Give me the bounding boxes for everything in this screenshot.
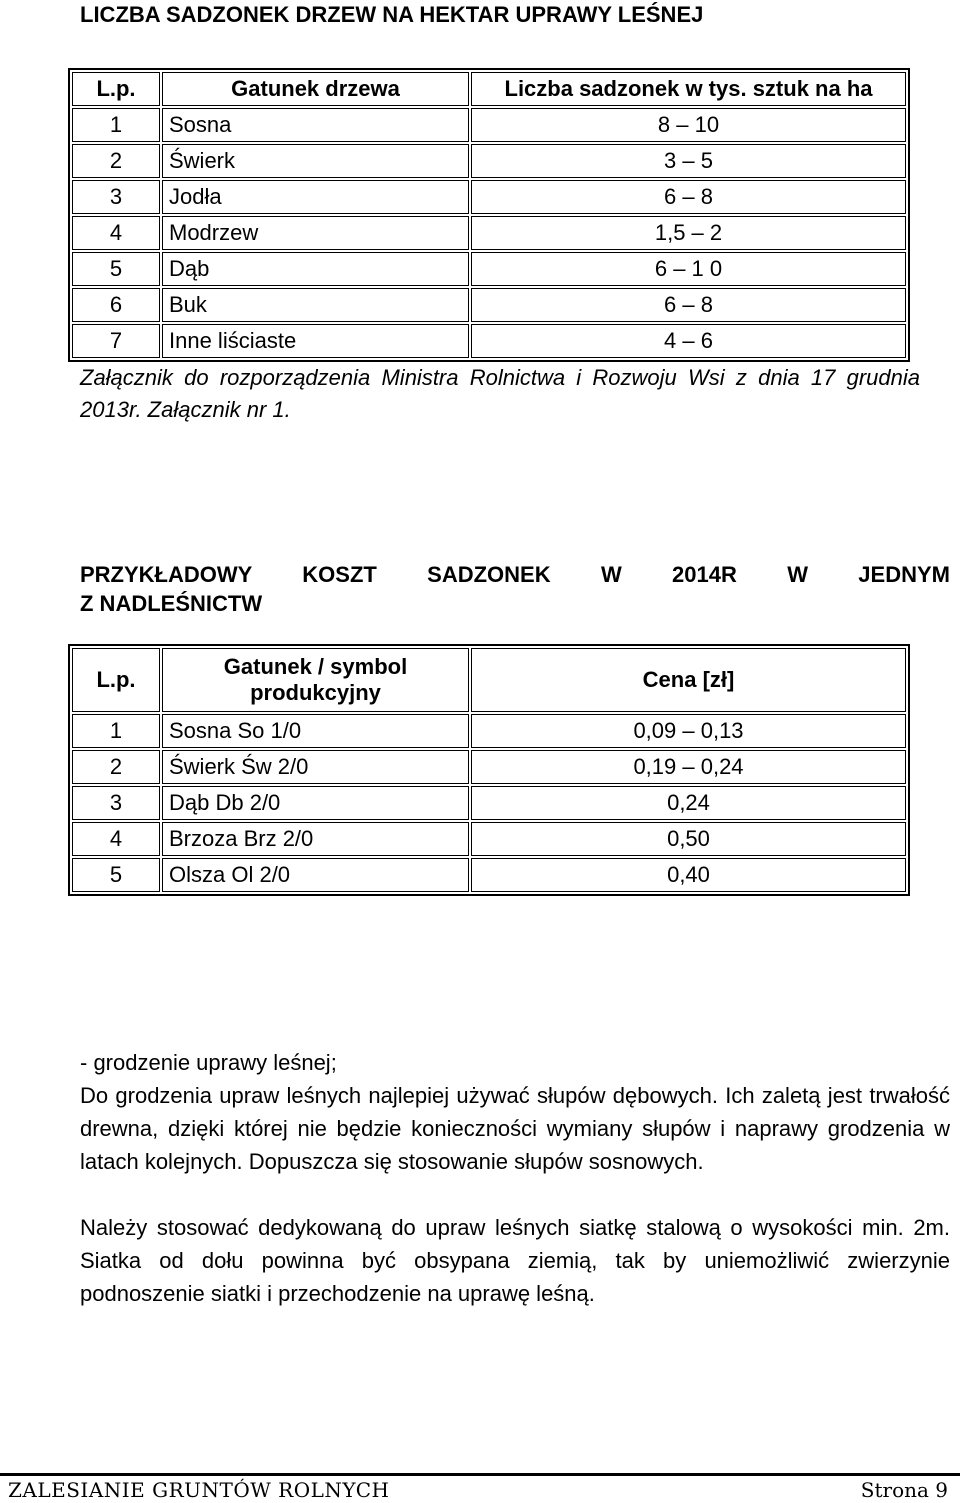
seedlings-per-hectare-table [68,68,910,362]
species-name: Dąb [162,252,469,286]
species-symbol: Olsza Ol 2/0 [162,858,469,892]
price: 0,40 [471,858,906,892]
price: 0,09 – 0,13 [471,714,906,748]
footer-document-title: ZALESIANIE GRUNTÓW ROLNYCH [8,1478,390,1502]
seedlings-per-hectare-heading: LICZBA SADZONEK DRZEW NA HEKTAR UPRAWY LEŚNEJ [80,2,704,27]
seedling-count: 8 – 10 [471,108,906,142]
row-number: 4 [72,822,160,856]
row-number: 5 [72,858,160,892]
table-row [72,750,906,784]
row-number: 1 [72,714,160,748]
row-number: 2 [72,144,160,178]
seedling-count: 3 – 5 [471,144,906,178]
column-header-lp: L.p. [72,648,160,712]
seedling-count: 1,5 – 2 [471,216,906,250]
seedling-count: 6 – 8 [471,288,906,322]
row-number: 6 [72,288,160,322]
table-row [72,180,906,214]
row-number: 1 [72,108,160,142]
species-symbol: Dąb Db 2/0 [162,786,469,820]
table-row [72,822,906,856]
row-number: 3 [72,786,160,820]
table-row [72,324,906,358]
regulation-note: Załącznik do rozporządzenia Ministra Rolnictwa i Rozwoju Wsi z dnia 17 grudnia 2013r. Załącznik nr 1. [80,365,920,422]
species-name: Inne liściaste [162,324,469,358]
table-row [72,858,906,892]
species-symbol: Brzoza Brz 2/0 [162,822,469,856]
seedling-cost-heading-line2: Z NADLEŚNICTW [80,591,263,616]
species-symbol: Sosna So 1/0 [162,714,469,748]
row-number: 3 [72,180,160,214]
price: 0,50 [471,822,906,856]
seedling-cost-table [68,644,910,896]
table-header-row [72,72,906,106]
seedling-count: 4 – 6 [471,324,906,358]
column-header-lp: L.p. [72,72,160,106]
table-row [72,144,906,178]
table-row [72,714,906,748]
species-name: Buk [162,288,469,322]
table-row [72,108,906,142]
species-name: Jodła [162,180,469,214]
row-number: 7 [72,324,160,358]
species-name: Świerk [162,144,469,178]
footer-divider [0,1473,960,1476]
column-header-species-symbol: Gatunek / symbol produkcyjny [162,648,469,712]
price: 0,19 – 0,24 [471,750,906,784]
table-header-row [72,648,906,712]
column-header-count: Liczba sadzonek w tys. sztuk na ha [471,72,906,106]
row-number: 5 [72,252,160,286]
row-number: 2 [72,750,160,784]
seedling-cost-heading: PRZYKŁADOWY KOSZT SADZONEK W 2014R W JEDNYM [80,562,950,587]
species-name: Sosna [162,108,469,142]
price: 0,24 [471,786,906,820]
seedling-count: 6 – 8 [471,180,906,214]
table-row [72,252,906,286]
table-row [72,786,906,820]
table-row [72,216,906,250]
fencing-posts-paragraph: Do grodzenia upraw leśnych najlepiej używać słupów dębowych. Ich zaletą jest trwałość drewna, dzięki której nie będzie konieczności wymiany słupów i naprawy grodzenia w latach kolejnych. Dopuszcza się stosowanie słupów sosnowych. [80,1083,950,1174]
fencing-mesh-paragraph: Należy stosować dedykowaną do upraw leśnych siatkę stalową o wysokości min. 2m. Siatka od dołu powinna być obsypana ziemią, tak by uniemożliwić zwierzynie podnoszenie siatki i przechodzenie na uprawę leśną. [80,1215,950,1306]
species-name: Modrzew [162,216,469,250]
fencing-title: - grodzenie uprawy leśnej; [80,1050,337,1075]
table-row [72,288,906,322]
column-header-species: Gatunek drzewa [162,72,469,106]
row-number: 4 [72,216,160,250]
seedling-count: 6 – 1 0 [471,252,906,286]
column-header-price: Cena [zł] [471,648,906,712]
footer-page-number: Strona 9 [860,1478,948,1502]
species-symbol: Świerk Św 2/0 [162,750,469,784]
